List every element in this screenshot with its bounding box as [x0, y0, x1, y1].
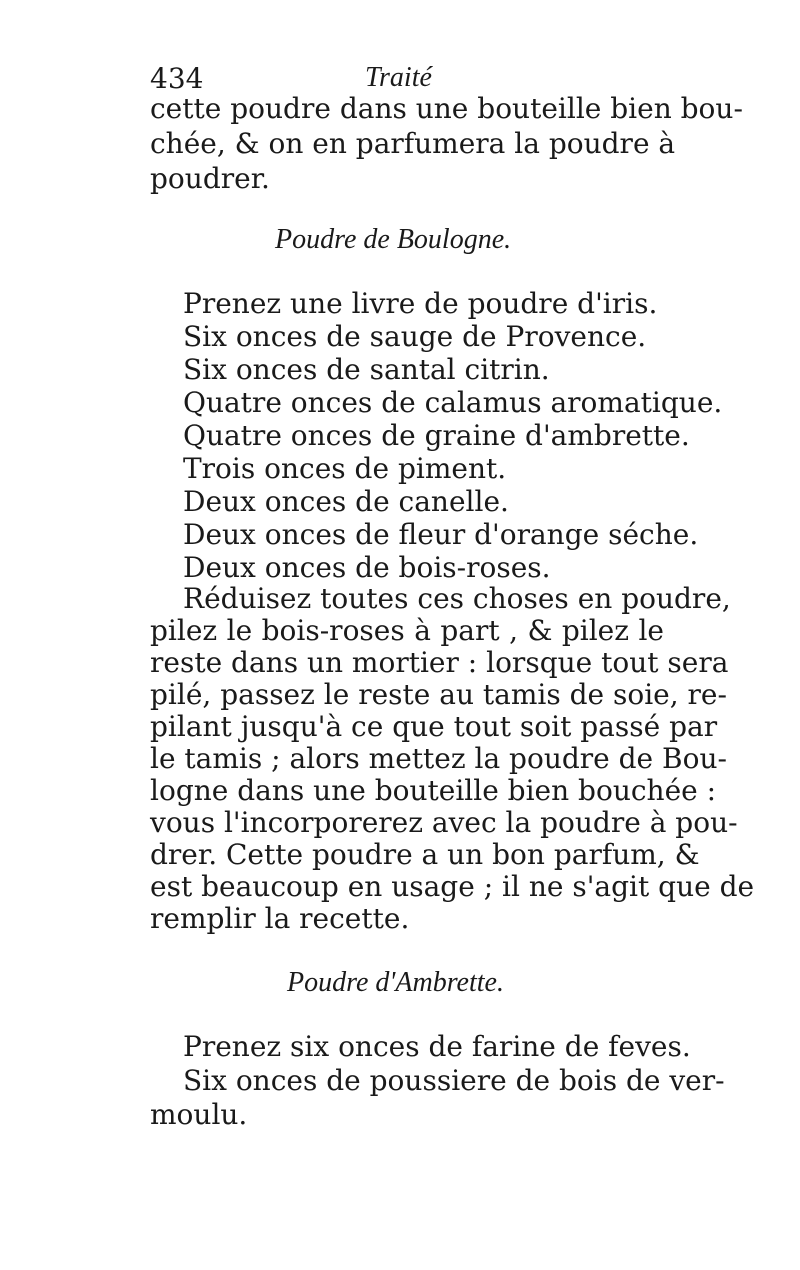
paragraph-line: pilant jusqu'à ce que tout soit passé par [150, 710, 718, 743]
page-number: 434 [150, 62, 204, 95]
paragraph-line: est beaucoup en usage ; il ne s'agit que de [150, 870, 755, 903]
ingredient-line: Deux onces de canelle. [183, 485, 509, 518]
ingredient-line: Trois onces de piment. [183, 452, 507, 485]
ingredient-line: Six onces de poussiere de bois de ver- [183, 1064, 725, 1097]
section-heading: Poudre de Boulogne. [275, 224, 512, 255]
paragraph-line: pilez le bois-roses à part , & pilez le [150, 614, 664, 647]
paragraph-line: logne dans une bouteille bien bouchée : [150, 774, 717, 807]
running-title: Traité [365, 62, 432, 93]
body-line: chée, & on en parfumera la poudre à [150, 127, 676, 160]
body-line: poudrer. [150, 162, 270, 195]
paragraph-line: vous l'incorporerez avec la poudre à pou- [150, 806, 738, 839]
paragraph-line: le tamis ; alors mettez la poudre de Bou- [150, 742, 727, 775]
section-heading: Poudre d'Ambrette. [287, 967, 504, 998]
ingredient-line: Quatre onces de graine d'ambrette. [183, 419, 690, 452]
ingredient-line: Prenez une livre de poudre d'iris. [183, 287, 658, 320]
paragraph-line: drer. Cette poudre a un bon parfum, & [150, 838, 700, 871]
paragraph-line: reste dans un mortier : lorsque tout sera [150, 646, 729, 679]
ingredient-line: Prenez six onces de farine de feves. [183, 1030, 691, 1063]
ingredient-line: Six onces de santal citrin. [183, 353, 550, 386]
ingredient-line: moulu. [150, 1098, 248, 1131]
ingredient-line: Quatre onces de calamus aromatique. [183, 386, 723, 419]
paragraph-line: Réduisez toutes ces choses en poudre, [183, 582, 731, 615]
ingredient-line: Six onces de sauge de Provence. [183, 320, 647, 353]
ingredient-line: Deux onces de bois-roses. [183, 551, 551, 584]
paragraph-line: remplir la recette. [150, 902, 410, 935]
ingredient-line: Deux onces de fleur d'orange séche. [183, 518, 699, 551]
body-line: cette poudre dans une bouteille bien bou- [150, 92, 743, 125]
paragraph-line: pilé, passez le reste au tamis de soie, re- [150, 678, 727, 711]
